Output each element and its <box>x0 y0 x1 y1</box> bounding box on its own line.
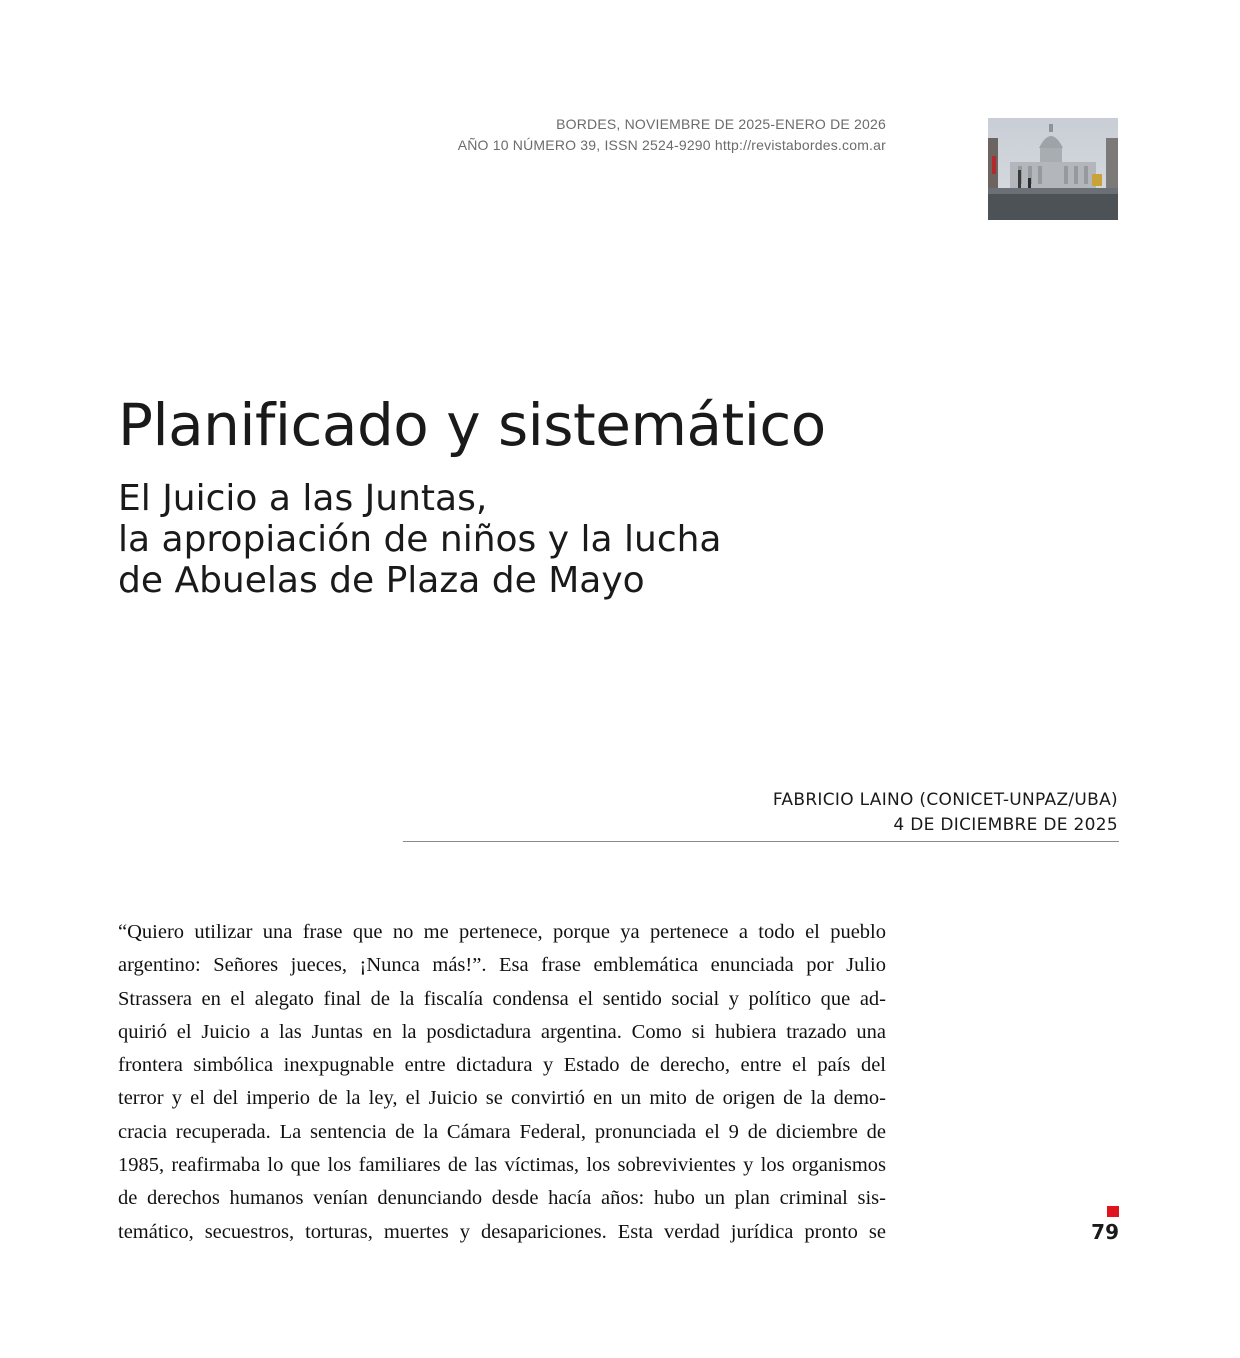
subtitle-line: la apropiación de niños y la lucha <box>118 519 722 560</box>
publication-date: 4 DE DICIEMBRE DE 2025 <box>893 815 1118 835</box>
subtitle-line: de Abuelas de Plaza de Mayo <box>118 560 645 601</box>
body-line: de derechos humanos venían denunciando desde hacía años: hubo un plan criminal sis- <box>118 1187 886 1210</box>
body-line: temático, secuestros, torturas, muertes y desapariciones. Esta verdad jurídica pronto se <box>118 1220 886 1243</box>
article-title: Planificado y sistemático <box>118 391 826 459</box>
journal-header <box>458 114 886 156</box>
journal-issue-date: BORDES, NOVIEMBRE DE 2025-ENERO DE 2026 <box>556 116 886 132</box>
body-line: cracia recuperada. La sentencia de la Cámara Federal, pronunciada el 9 de diciembre de <box>118 1120 886 1143</box>
article-body <box>118 916 886 1249</box>
byline-divider <box>403 841 1119 842</box>
body-line: argentino: Señores jueces, ¡Nunca más!”. Esa frase emblemática enunciada por Julio <box>118 954 886 977</box>
body-line: quirió el Juicio a las Juntas en la posdictadura argentina. Como si hubiera trazado una <box>118 1020 886 1043</box>
article-subtitle <box>118 478 722 601</box>
congress-building-photo-icon <box>988 118 1118 220</box>
journal-issn-url: AÑO 10 NÚMERO 39, ISSN 2524-9290 http://revistabordes.com.ar <box>457 137 886 153</box>
body-line: frontera simbólica inexpugnable entre dictadura y Estado de derecho, entre el país del <box>118 1054 886 1077</box>
subtitle-line: El Juicio a las Juntas, <box>118 478 488 519</box>
body-line: Strassera en el alegato final de la fiscalía condensa el sentido social y político que ad- <box>118 987 886 1010</box>
cover-image <box>988 118 1118 220</box>
author-name: FABRICIO LAINO (CONICET-UNPAZ/UBA) <box>772 790 1118 810</box>
byline <box>773 788 1118 838</box>
page-number: 79 <box>1091 1220 1119 1244</box>
body-line: 1985, reafirmaba lo que los familiares de las víctimas, los sobrevivientes y los organismos <box>118 1154 886 1177</box>
body-line: terror y el del imperio de la ley, el Juicio se convirtió en un mito de origen de la demo- <box>118 1087 886 1110</box>
body-line: “Quiero utilizar una frase que no me pertenece, porque ya pertenece a todo el pueblo <box>118 921 886 943</box>
page-marker <box>1107 1206 1119 1217</box>
